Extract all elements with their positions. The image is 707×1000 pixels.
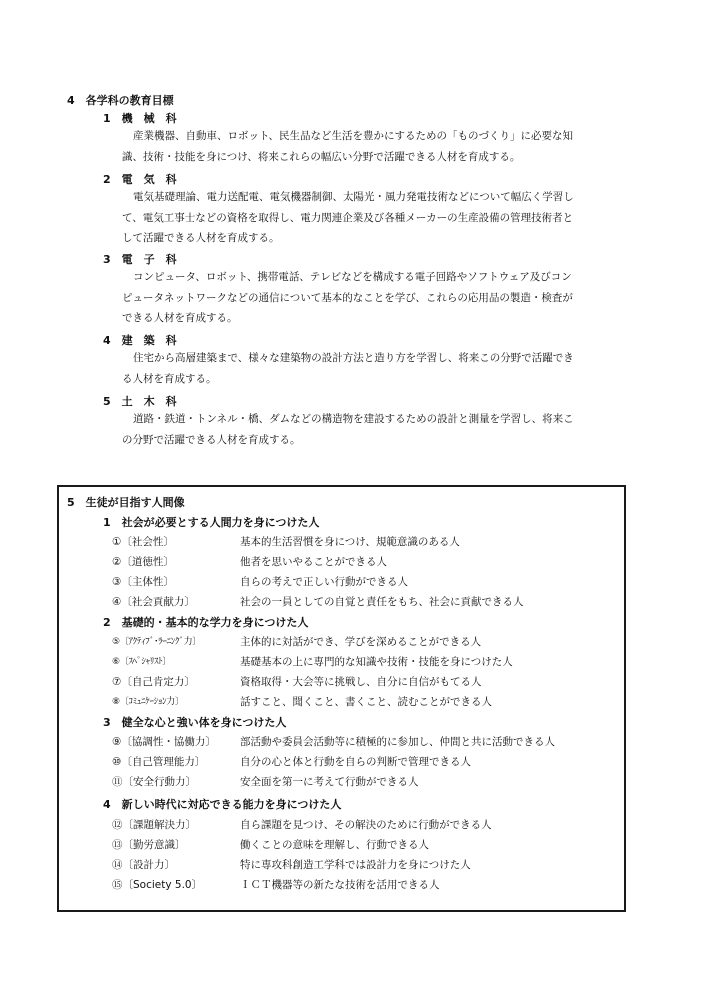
text-line: コンピュータ、ロボット、携帯電話、テレビなどを構成する電子回路やソフトウェア及びコン — [133, 271, 572, 283]
trait-mark: ②〔道徳性〕 — [112, 556, 174, 568]
trait-mark: ⑥〔ｽﾍﾟｼｬﾘｽﾄ〕 — [112, 657, 172, 667]
dept-desc-architecture — [122, 348, 574, 389]
group-heading-3: 3 健全な心と強い体を身につけた人 — [103, 716, 287, 729]
trait-desc: 主体的に対話ができ、学びを深めることができる人 — [240, 636, 482, 648]
trait-mark: ⑤〔ｱｸﾃｨﾌﾞ･ﾗｰﾆﾝｸﾞ力〕 — [112, 637, 202, 647]
text-line: る人材を育成する。 — [122, 372, 217, 385]
dept-desc-electronics — [122, 267, 573, 329]
text-line: ピュータネットワークなどの通信について基本的なことを学び、これらの応用品の製造・検査が — [122, 291, 573, 304]
text-line: 産業機器、自動車、ロボット、民生品など生活を豊かにするための「ものづくり」に必要な知 — [133, 130, 574, 142]
trait-desc: 部活動や委員会活動等に積極的に参加し、仲間と共に活動できる人 — [240, 736, 555, 748]
text-line: の分野で活躍できる人材を育成する。 — [122, 433, 301, 446]
trait-desc: 特に専攻科創造工学科では設計力を身につけた人 — [240, 859, 471, 871]
dept-heading-mechanical: 1 機 械 科 — [103, 112, 177, 125]
dept-desc-electrical — [122, 187, 574, 249]
trait-mark: ④〔社会貢献力〕 — [112, 596, 195, 608]
trait-mark: ③〔主体性〕 — [112, 576, 174, 588]
dept-desc-mechanical — [122, 126, 573, 167]
trait-mark: ⑮〔Society 5.0〕 — [112, 879, 203, 891]
dept-desc-civil — [122, 409, 574, 450]
text-line: 識、技術・技能を身につけ、将来これらの幅広い分野で活躍できる人材を育成する。 — [122, 150, 521, 163]
trait-mark: ⑧〔ｺﾐｭﾆｹｰｼｮﾝ力〕 — [112, 697, 184, 707]
text-line: て、電気工事士などの資格を取得し、電力関連企業及び各種メーカーの生産設備の管理技術者と — [122, 211, 574, 224]
trait-desc: 資格取得・大会等に挑戦し、自分に自信がもてる人 — [240, 676, 482, 688]
trait-desc: ＩＣＴ機器等の新たな技術を活用できる人 — [240, 879, 440, 891]
text-line: できる人材を育成する。 — [122, 312, 238, 324]
dept-heading-electronics: 3 電 子 科 — [103, 253, 177, 266]
group-heading-4: 4 新しい時代に対応できる能力を身につけた人 — [103, 798, 342, 811]
trait-mark: ⑬〔勤労意識〕 — [112, 839, 186, 851]
trait-desc: 社会の一員としての自覚と責任をもち、社会に貢献できる人 — [240, 596, 524, 608]
trait-desc: 働くことの意味を理解し、行動できる人 — [240, 839, 429, 851]
trait-desc: 自分の心と体と行動を自らの判断で管理できる人 — [240, 756, 471, 768]
trait-desc: 安全面を第一に考えて行動ができる人 — [240, 776, 419, 788]
dept-heading-electrical: 2 電 気 科 — [103, 173, 177, 186]
trait-desc: 自ら課題を見つけ、その解決のために行動ができる人 — [240, 819, 492, 831]
trait-desc: 基本的生活習慣を身につけ、規範意識のある人 — [240, 536, 460, 548]
text-line: 住宅から高層建築まで、様々な建築物の設計方法と造り方を学習し、将来この分野で活躍でき — [133, 352, 574, 364]
trait-desc: 話すこと、聞くこと、書くこと、読むことができる人 — [240, 696, 492, 708]
trait-desc: 他者を思いやることができる人 — [240, 556, 387, 568]
trait-desc: 自らの考えで正しい行動ができる人 — [240, 576, 408, 588]
trait-mark: ⑨〔協調性・協働力〕 — [112, 736, 216, 748]
text-line: して活躍できる人材を育成する。 — [122, 232, 280, 244]
trait-mark: ⑩〔自己管理能力〕 — [112, 756, 206, 768]
trait-mark: ⑭〔設計力〕 — [112, 859, 175, 871]
dept-heading-architecture: 4 建 築 科 — [103, 334, 177, 347]
text-line: 電気基礎理論、電力送配電、電気機器制御、太陽光・風力発電技術などについて幅広く学習し — [133, 191, 574, 203]
text-line: 道路・鉄道・トンネル・橋、ダムなどの構造物を建設するための設計と測量を学習し、将来こ — [133, 413, 574, 425]
dept-heading-civil: 5 土 木 科 — [103, 395, 177, 408]
section5-title: 5 生徒が目指す人間像 — [67, 496, 185, 509]
trait-mark: ⑦〔自己肯定力〕 — [112, 676, 195, 688]
section4-title: 4 各学科の教育目標 — [67, 94, 174, 107]
group-heading-2: 2 基礎的・基本的な学力を身につけた人 — [103, 616, 309, 629]
trait-mark: ①〔社会性〕 — [112, 536, 174, 548]
group-heading-1: 1 社会が必要とする人間力を身につけた人 — [103, 516, 320, 529]
trait-mark: ⑫〔課題解決力〕 — [112, 819, 196, 831]
trait-desc: 基礎基本の上に専門的な知識や技術・技能を身につけた人 — [240, 656, 513, 668]
trait-mark: ⑪〔安全行動力〕 — [112, 776, 196, 788]
